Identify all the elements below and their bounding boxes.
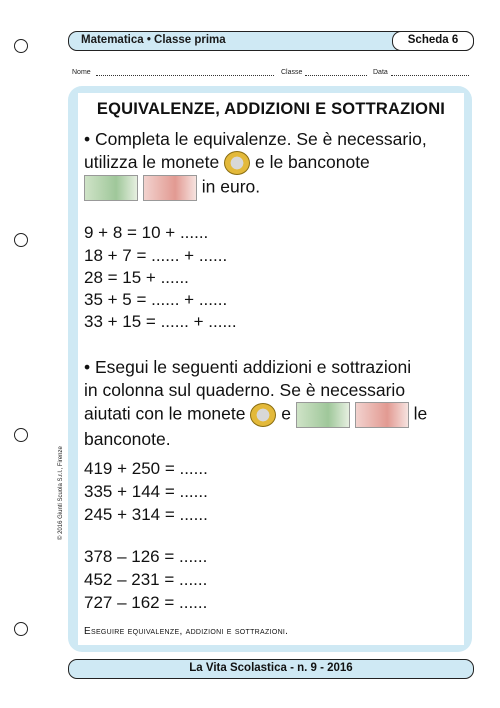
addition-item: 335 + 144 = ......	[84, 482, 208, 501]
exercise2-text-c: aiutati con le monete	[84, 403, 246, 424]
equivalence-item: 35 + 5 = ...... + ......	[84, 290, 228, 309]
10-euro-note-icon	[143, 175, 197, 201]
date-label: Data	[373, 69, 388, 76]
exercise1-text-b: utilizza le monete	[84, 152, 220, 172]
exercise2-line-4: banconote.	[84, 429, 171, 449]
learning-objective: Eseguire equivalenze, addizioni e sottrazioni.	[84, 626, 289, 637]
exercise1-text-c: e le banconote	[254, 152, 370, 172]
worksheet-title: EQUIVALENZE, ADDIZIONI E SOTTRAZIONI	[96, 100, 446, 118]
euro-coin-icon	[250, 403, 276, 427]
equivalence-item: 33 + 15 = ...... + ......	[84, 312, 237, 331]
exercise2-line-1: • Esegui le seguenti addizioni e sottrazioni	[84, 357, 412, 377]
subtraction-item: 452 – 231 = ......	[84, 570, 208, 589]
binder-hole-1	[14, 39, 28, 53]
class-label: Classe	[281, 69, 303, 76]
equivalence-item: 28 = 15 + ......	[84, 268, 189, 287]
exercise2-text-e: le	[413, 403, 428, 424]
class-field-line	[305, 75, 367, 76]
exercise1-text-d: in euro.	[201, 177, 261, 197]
date-field-line	[391, 75, 469, 76]
exercise2-intro	[84, 356, 464, 451]
subtraction-item: 378 – 126 = ......	[84, 547, 208, 566]
addition-item: 245 + 314 = ......	[84, 505, 208, 524]
subtraction-item: 727 – 162 = ......	[84, 593, 208, 612]
exercise1-line-1: • Completa le equivalenze. Se è necessario,	[84, 129, 427, 149]
exercise1-line-3	[84, 175, 464, 201]
exercise1-intro	[84, 128, 464, 201]
sheet-number: Scheda 6	[407, 34, 459, 46]
10-euro-note-icon	[355, 402, 409, 428]
copyright-notice: © 2016 Giunti Scuola S.r.l., Firenze	[58, 446, 64, 540]
binder-hole-2	[14, 233, 28, 247]
euro-coin-icon	[224, 151, 250, 175]
footer-bar	[68, 659, 474, 679]
header-bar	[68, 31, 474, 51]
name-label: Nome	[72, 69, 91, 76]
binder-hole-4	[14, 622, 28, 636]
100-euro-note-icon	[84, 175, 138, 201]
100-euro-note-icon	[296, 402, 350, 428]
footer-text: La Vita Scolastica - n. 9 - 2016	[189, 662, 353, 674]
name-field-line	[96, 75, 274, 76]
exercise2-text-d: e	[281, 403, 291, 424]
exercise2-line-2: in colonna sul quaderno. Se è necessario	[84, 380, 406, 400]
exercise2-line-3	[84, 402, 464, 428]
header-title: Matematica • Classe prima	[81, 34, 226, 46]
equivalence-item: 9 + 8 = 10 + ......	[84, 223, 209, 242]
addition-item: 419 + 250 = ......	[84, 459, 208, 478]
equivalence-item: 18 + 7 = ...... + ......	[84, 246, 228, 265]
sheet-tab	[392, 31, 474, 51]
exercise1-line-2	[84, 151, 464, 175]
binder-hole-3	[14, 428, 28, 442]
